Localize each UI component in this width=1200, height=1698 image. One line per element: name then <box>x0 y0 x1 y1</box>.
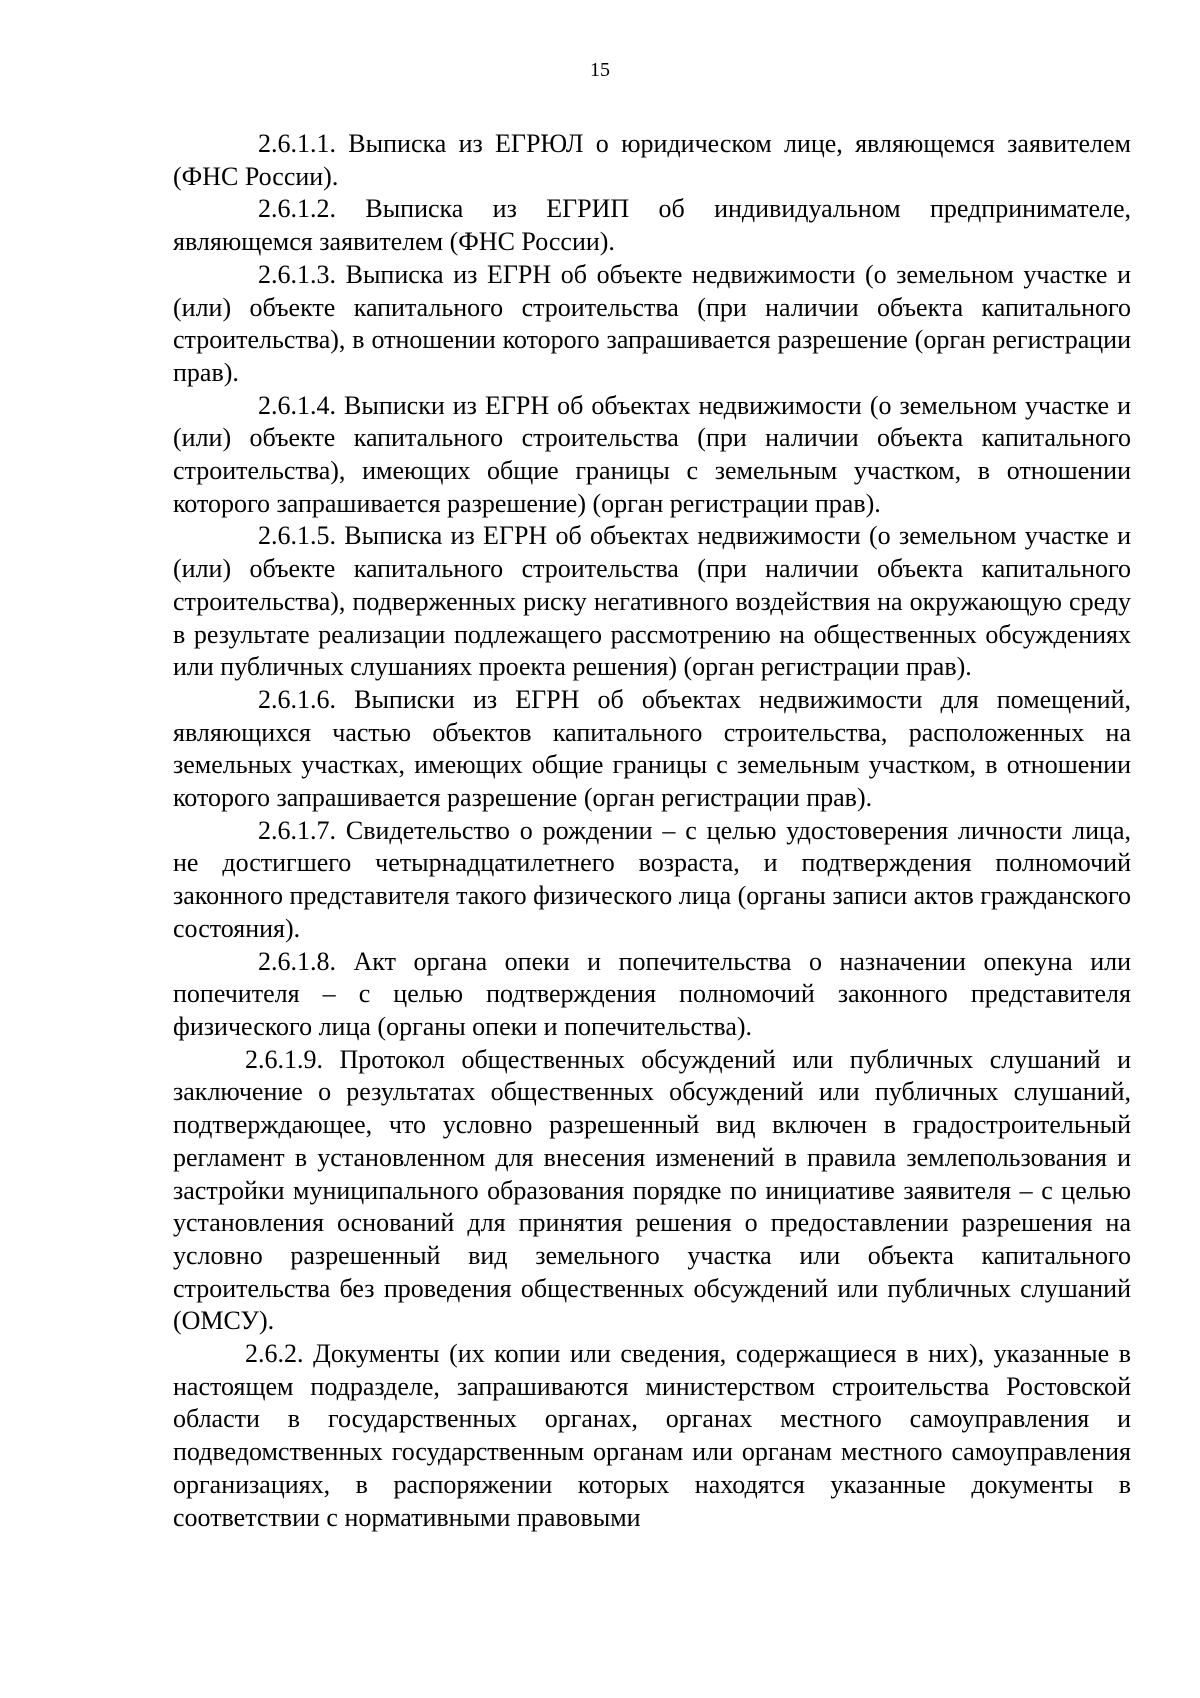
paragraph-2-6-1-5: 2.6.1.5. Выписка из ЕГРН об объектах недвижимости (о земельном участке и (или) объекте капитального строительства (при наличии объекта капитального строительства), подверженных риску негативного воздействия на окружающую среду в результате реализации подлежащего рассмотрению на общественных обсуждениях или публичных слушаниях проекта решения) (орган регистрации прав). <box>173 521 1131 682</box>
paragraph-2-6-1-6: 2.6.1.6. Выписки из ЕГРН об объектах недвижимости для помещений, являющихся частью объектов капитального строительства, расположенных на земельных участках, имеющих общие границы с земельным участком, в отношении которого запрашивается разрешение (орган регистрации прав). <box>173 684 1131 813</box>
document-body <box>173 128 1131 1534</box>
paragraph-2-6-1-3: 2.6.1.3. Выписка из ЕГРН об объекте недвижимости (о земельном участке и (или) объекте капитального строительства (при наличии объекта капитального строительства), в отношении которого запрашивается разрешение (орган регистрации прав). <box>173 259 1131 387</box>
paragraph-2-6-2: 2.6.2. Документы (их копии или сведения, содержащиеся в них), указанные в настоящем подразделе, запрашиваются министерством строительства Ростовской области в государственных органах, органах местного самоуправления и подведомственных государственным органам или органам местного самоуправления организациях, в распоряжении которых находятся указанные документы в соответствии с нормативными правовыми <box>173 1339 1131 1532</box>
paragraph-2-6-1-2: 2.6.1.2. Выписка из ЕГРИП об индивидуальном предпринимателе, являющемся заявителем (ФНС России). <box>173 194 1131 257</box>
page-number: 15 <box>590 59 610 81</box>
paragraph-2-6-1-9: 2.6.1.9. Протокол общественных обсуждений или публичных слушаний и заключение о результатах общественных обсуждений или публичных слушаний, подтверждающее, что условно разрешенный вид включен в градостроительный регламент в установленном для внесения изменений в правила землепользования и застройки муниципального образования порядке по инициативе заявителя – с целью установления оснований для принятия решения о предоставлении разрешения на условно разрешенный вид земельного участка или объекта капитального строительства без проведения общественных обсуждений или публичных слушаний (ОМСУ). <box>173 1044 1131 1336</box>
paragraph-2-6-1-4: 2.6.1.4. Выписки из ЕГРН об объектах недвижимости (о земельном участке и (или) объекте капитального строительства (при наличии объекта капитального строительства), имеющих общие границы с земельным участком, в отношении которого запрашивается разрешение) (орган регистрации прав). <box>173 390 1131 518</box>
paragraph-2-6-1-7: 2.6.1.7. Свидетельство о рождении – с целью удостоверения личности лица, не достигшего четырнадцатилетнего возраста, и подтверждения полномочий законного представителя такого физического лица (органы записи актов гражданского состояния). <box>173 815 1131 943</box>
paragraph-2-6-1-8: 2.6.1.8. Акт органа опеки и попечительства о назначении опекуна или попечителя – с целью подтверждения полномочий законного представителя физического лица (органы опеки и попечительства). <box>173 946 1131 1041</box>
paragraph-2-6-1-1: 2.6.1.1. Выписка из ЕГРЮЛ о юридическом лице, являющемся заявителем (ФНС России). <box>173 129 1131 191</box>
